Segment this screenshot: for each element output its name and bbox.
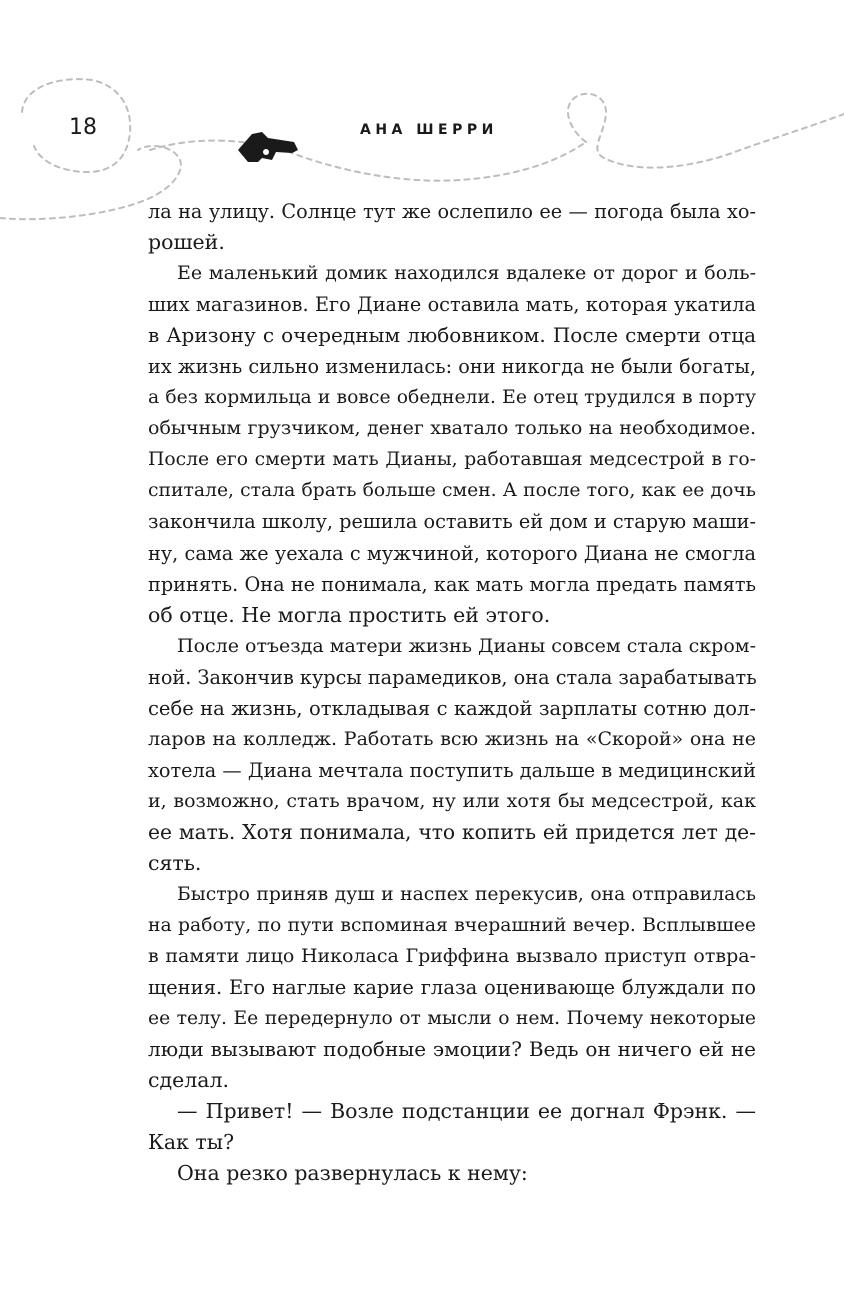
text-line: обычным грузчиком, денег хватало только на необходимое. — [148, 417, 756, 440]
text-line: Быстро приняв душ и наспех перекусив, она отправилась — [177, 884, 756, 906]
text-line: сделал. — [148, 1068, 230, 1093]
text-line: спитале, стала брать больше смен. А после того, как ее дочь — [148, 480, 756, 502]
text-line: ну, сама же уехала с мужчиной, которого Диана не смогла — [148, 541, 756, 565]
text-line: ларов на колледж. Работать всю жизнь на «Скорой» она не — [148, 727, 756, 750]
text-line: закончила школу, решила оставить ей дом и старую маши- — [148, 510, 756, 534]
text-line: Ее маленький домик находился вдалеке от дорог и боль- — [177, 262, 756, 285]
text-line: в памяти лицо Николаса Гриффина вызвало приступ отвра- — [148, 945, 756, 968]
text-line: на работу, по пути вспоминая вчерашний вечер. Всплывшее — [148, 915, 756, 937]
dashed-loop-right — [568, 94, 844, 168]
text-line: ла на улицу. Солнце тут же ослепило ее — погода была хо- — [148, 200, 756, 223]
text-line: и, возможно, стать врачом, ну или хотя бы медсестрой, как — [148, 789, 756, 812]
text-line: щения. Его наглые карие глаза оценивающе блуждали по — [148, 976, 756, 1000]
page-number: 18 — [69, 115, 97, 140]
text-line: После его смерти мать Дианы, работавшая медсестрой в го- — [148, 449, 756, 471]
text-line: сять. — [148, 850, 202, 875]
text-line: ее мать. Хотя понимала, что копить ей придется лет де- — [148, 819, 756, 844]
text-line: их жизнь сильно изменилась: они никогда не были богаты, — [148, 355, 756, 379]
text-line: хотела — Диана мечтала поступить дальше в медицинский — [148, 758, 756, 782]
text-line: себе на жизнь, откладывая с каждой зарплаты сотню дол- — [148, 696, 756, 720]
text-line: принять. Она не понимала, как мать могла предать память — [148, 572, 756, 596]
text-line: об отце. Не могла простить ей этого. — [148, 602, 551, 627]
text-line: ее телу. Ее передернуло от мысли о нем. Почему некоторые — [148, 1008, 756, 1030]
text-line: ной. Закончив курсы парамедиков, она стала зарабатывать — [148, 665, 757, 689]
text-line: люди вызывают подобные эмоции? Ведь он ничего ей не — [148, 1037, 756, 1062]
text-line: Как ты? — [148, 1130, 235, 1155]
text-line: Она резко развернулась к нему: — [177, 1161, 528, 1186]
text-line: а без кормильца и вовсе обеднели. Ее отец трудился в порту — [148, 387, 756, 409]
text-line: — Привет! — Возле подстанции ее догнал Фрэнк. — — [177, 1099, 756, 1124]
text-line: в Аризону с очередным любовником. После смерти отца — [148, 323, 756, 348]
text-line: рошей. — [148, 230, 225, 255]
pistol-icon — [238, 132, 298, 162]
text-line: После отъезда матери жизнь Дианы совсем стала скром- — [177, 634, 756, 657]
text-line: ших магазинов. Его Диане оставила мать, которая укатила — [148, 293, 756, 317]
running-head-author: АНА ШЕРРИ — [360, 122, 498, 138]
body-text — [148, 196, 756, 1190]
dashed-line-middle — [150, 141, 586, 181]
